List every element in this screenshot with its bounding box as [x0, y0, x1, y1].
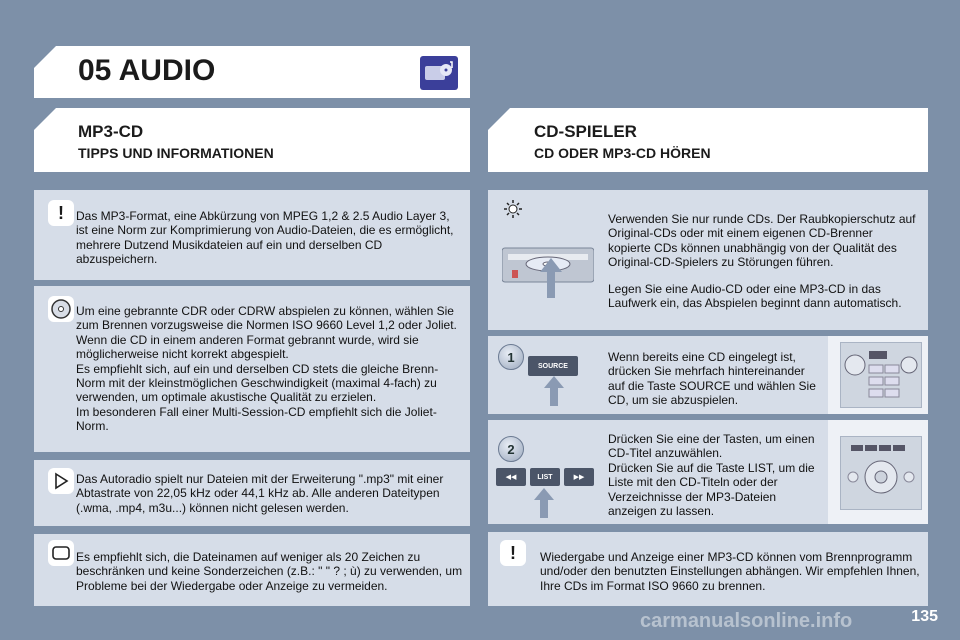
- chapter-title: [78, 54, 215, 88]
- step-badge-2: 2: [498, 436, 524, 462]
- warning-block: [488, 532, 928, 606]
- play-icon: [48, 468, 74, 494]
- chapter-number: 05: [78, 54, 112, 87]
- step-1-text: Wenn bereits eine CD eingelegt ist, drücken Sie mehrfach hintereinander auf die Taste SOURCE und wählen Sie CD, um sie abzuspielen.: [608, 350, 816, 408]
- next-track-button[interactable]: ▶▶: [564, 468, 594, 486]
- audio-chapter-icon: [420, 56, 458, 90]
- list-button[interactable]: LIST: [530, 468, 560, 486]
- cd-icon: [48, 296, 74, 322]
- screen-icon: [48, 540, 74, 566]
- insert-arrow-icon: [540, 258, 562, 303]
- step-badge-1: 1: [498, 344, 524, 370]
- step-1-block: [488, 336, 928, 414]
- right-title: CD-SPIELER: [534, 122, 637, 141]
- intro-text: Verwenden Sie nur runde CDs. Der Raubkopierschutz auf Original-CDs oder mit einem eigenen CD-Brenner kopierte CDs können unabhängig von der Qualität des Original-CD-Spielers zu Störungen führen.: [608, 212, 916, 270]
- left-title: MP3-CD: [78, 122, 144, 141]
- source-button[interactable]: SOURCE: [528, 356, 578, 376]
- press-arrow-icon: [544, 376, 564, 411]
- chapter-name: AUDIO: [118, 54, 216, 87]
- info-text: Das Autoradio spielt nur Dateien mit der Erweiterung ".mp3" mit einer Abtastrate von 22,05 kHz oder 44,1 kHz ab. Alle anderen Dateitypen (.wma, .mp4, m3u...) können nicht gelesen werden.: [76, 472, 444, 515]
- cd-player-intro: [488, 190, 928, 330]
- info-text: Um eine gebrannte CDR oder CDRW abspielen zu können, wählen Sie zum Brennen vorzugsweise die Normen ISO 9660 Level 1,2 oder Joliet. Wenn die CD in einem anderen Format gebrannt wurde, wird sie möglicherweise nicht korrekt abgespielt. Es empfiehlt sich, auf ein und derselben CD stets die gleiche Brenn-Norm mit der kleinstmöglichen Geschwindigkeit (maximal 4-fach) zu verwenden, um optimale akustische Qualität zu erzielen. Im besonderen Fall einer Multi-Session-CD empfiehlt sich die Joliet-Norm.: [76, 304, 457, 434]
- radio-panel-illustration: [840, 436, 922, 510]
- step-2-text: Drücken Sie eine der Tasten, um einen CD-Titel anzuwählen. Drücken Sie auf die Taste LIST, um die Liste mit den CD-Titeln oder der Verzeichnisse der MP3-Dateien anzeigen zu lassen.: [608, 432, 815, 519]
- info-text: Es empfiehlt sich, die Dateinamen auf weniger als 20 Zeichen zu beschränken und keine Sonderzeichen (z.B.: " " ? ; ù) zu verwenden, um Probleme bei der Wiedergabe oder Anzeige zu vermeiden.: [76, 550, 463, 593]
- step-2-block: [488, 420, 928, 524]
- watermark: carmanualsonline.info: [640, 610, 853, 632]
- info-block-burning: [34, 286, 470, 452]
- left-subtitle: TIPPS UND INFORMATIONEN: [78, 145, 274, 161]
- info-block-mp3-format: [34, 190, 470, 280]
- previous-track-button[interactable]: ◀◀: [496, 468, 526, 486]
- warning-text: Wiedergabe und Anzeige einer MP3-CD können vom Brennprogramm und/oder den benutzten Einstellungen abhängen. Wir empfehlen Ihnen, Ihre CDs im Format ISO 9660 zu brennen.: [540, 550, 920, 593]
- exclamation-icon: !: [500, 540, 526, 566]
- intro-text-insert: Legen Sie eine Audio-CD oder eine MP3-CD in das Laufwerk ein, das Abspielen beginnt dann automatisch.: [608, 282, 902, 311]
- radio-panel-illustration: [840, 342, 922, 408]
- press-arrow-icon: [534, 488, 554, 523]
- info-block-file-types: [34, 460, 470, 526]
- right-subtitle: CD ODER MP3-CD HÖREN: [534, 145, 711, 161]
- exclamation-icon: !: [48, 200, 74, 226]
- page-number: 135: [911, 608, 938, 625]
- info-block-filenames: [34, 534, 470, 606]
- info-text: Das MP3-Format, eine Abkürzung von MPEG 1,2 & 2.5 Audio Layer 3, ist eine Norm zur Komprimierung von Audio-Dateien, die es ermöglicht, mehrere Dutzend Musikdateien auf ein und derselben CD abzuspeichern.: [76, 209, 454, 267]
- sun-icon: [500, 196, 526, 222]
